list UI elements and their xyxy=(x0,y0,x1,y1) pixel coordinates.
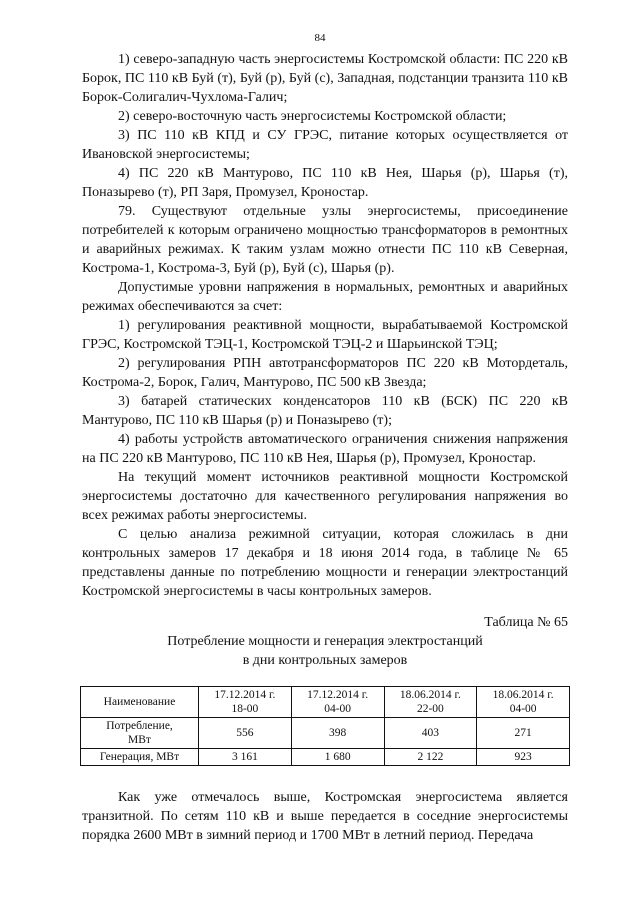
paragraph: Как уже отмечалось выше, Костромская энергосистема является транзитной. По сетям 110 кВ и выше передается в соседние энергосистемы порядка 2600 МВт в зимний период и 1700 МВт в летний период. Передача xyxy=(82,790,568,843)
table-cell: 2 122 xyxy=(384,749,477,766)
paragraph: 4) работы устройств автоматического ограничения снижения напряжения на ПС 220 кВ Мантурово, ПС 110 кВ Нея, Шарья (р), Промузел, Кроностар. xyxy=(82,432,568,466)
table-cell: Генерация, МВт xyxy=(81,749,199,766)
table-cell: Потребление, МВт xyxy=(81,718,199,749)
paragraph: На текущий момент источников реактивной мощности Костромской энергосистемы достаточно для качественного регулирования напряжения во всех режимах работы энергосистемы. xyxy=(82,470,568,523)
table-header-cell: 18.06.2014 г. 04-00 xyxy=(477,687,570,718)
paragraph: Допустимые уровни напряжения в нормальных, ремонтных и аварийных режимах обеспечиваются за счет: xyxy=(82,280,568,314)
table-cell: 271 xyxy=(477,718,570,749)
body-text xyxy=(82,50,568,845)
table-cell: 398 xyxy=(291,718,384,749)
page-number: 84 xyxy=(314,32,326,44)
paragraph: 3) ПС 110 кВ КПД и СУ ГРЭС, питание которых осуществляется от Ивановской энергосистемы; xyxy=(82,128,568,162)
paragraph: 1) регулирования реактивной мощности, вырабатываемой Костромской ГРЭС, Костромской ТЭЦ-1, Костромской ТЭЦ-2 и Шарьинской ТЭЦ; xyxy=(82,318,568,352)
table-cell: 556 xyxy=(199,718,292,749)
paragraph: 2) регулирования РПН автотрансформаторов ПС 220 кВ Мотордеталь, Кострома-2, Борок, Галич, Мантурово, ПС 500 кВ Звезда; xyxy=(82,356,568,390)
paragraph: 1) северо-западную часть энергосистемы Костромской области: ПС 220 кВ Борок, ПС 110 кВ Буй (т), Буй (р), Буй (с), Западная, подстанции транзита 110 кВ Борок-Солигалич-Чухлома-Галич; xyxy=(82,52,568,105)
paragraph: 3) батарей статических конденсаторов 110 кВ (БСК) ПС 220 кВ Мантурово, ПС 110 кВ Шарья (р) и Поназырево (т); xyxy=(82,394,568,428)
table-title-line1: Потребление мощности и генерация электростанций xyxy=(167,634,483,649)
paragraph: 2) северо-восточную часть энергосистемы Костромской области; xyxy=(118,109,507,124)
table-cell: 923 xyxy=(477,749,570,766)
table-header-row xyxy=(81,687,570,718)
table-header-cell: 17.12.2014 г. 18-00 xyxy=(199,687,292,718)
table-header-cell: Наименование xyxy=(81,687,199,718)
paragraph: 79. Существуют отдельные узлы энергосистемы, присоединение потребителей к которым ограничено мощностью трансформаторов в ремонтных и аварийных режимах. К таким узлам можно отнести ПС 110 кВ Северная, Кострома-1, Кострома-3, Буй (р), Буй (с), Шарья (р). xyxy=(82,204,568,276)
table-cell: 1 680 xyxy=(291,749,384,766)
table-cell: 403 xyxy=(384,718,477,749)
table-header-cell: 18.06.2014 г. 22-00 xyxy=(384,687,477,718)
table-row xyxy=(81,749,570,766)
table-row xyxy=(81,718,570,749)
paragraph: 4) ПС 220 кВ Мантурово, ПС 110 кВ Нея, Шарья (р), Шарья (т), Поназырево (т), РП Заря, Промузел, Кроностар. xyxy=(82,166,568,200)
paragraph: С целью анализа режимной ситуации, которая сложилась в дни контрольных замеров 17 декабря и 18 июня 2014 года, в таблице № 65 представлены данные по потреблению мощности и генерации электростанций Костромской энергосистемы в часы контрольных замеров. xyxy=(82,527,568,599)
table-label: Таблица № 65 xyxy=(484,615,568,630)
data-table xyxy=(80,686,570,766)
table-title-line2: в дни контрольных замеров xyxy=(242,653,408,668)
table-cell: 3 161 xyxy=(199,749,292,766)
table-header-cell: 17.12.2014 г. 04-00 xyxy=(291,687,384,718)
